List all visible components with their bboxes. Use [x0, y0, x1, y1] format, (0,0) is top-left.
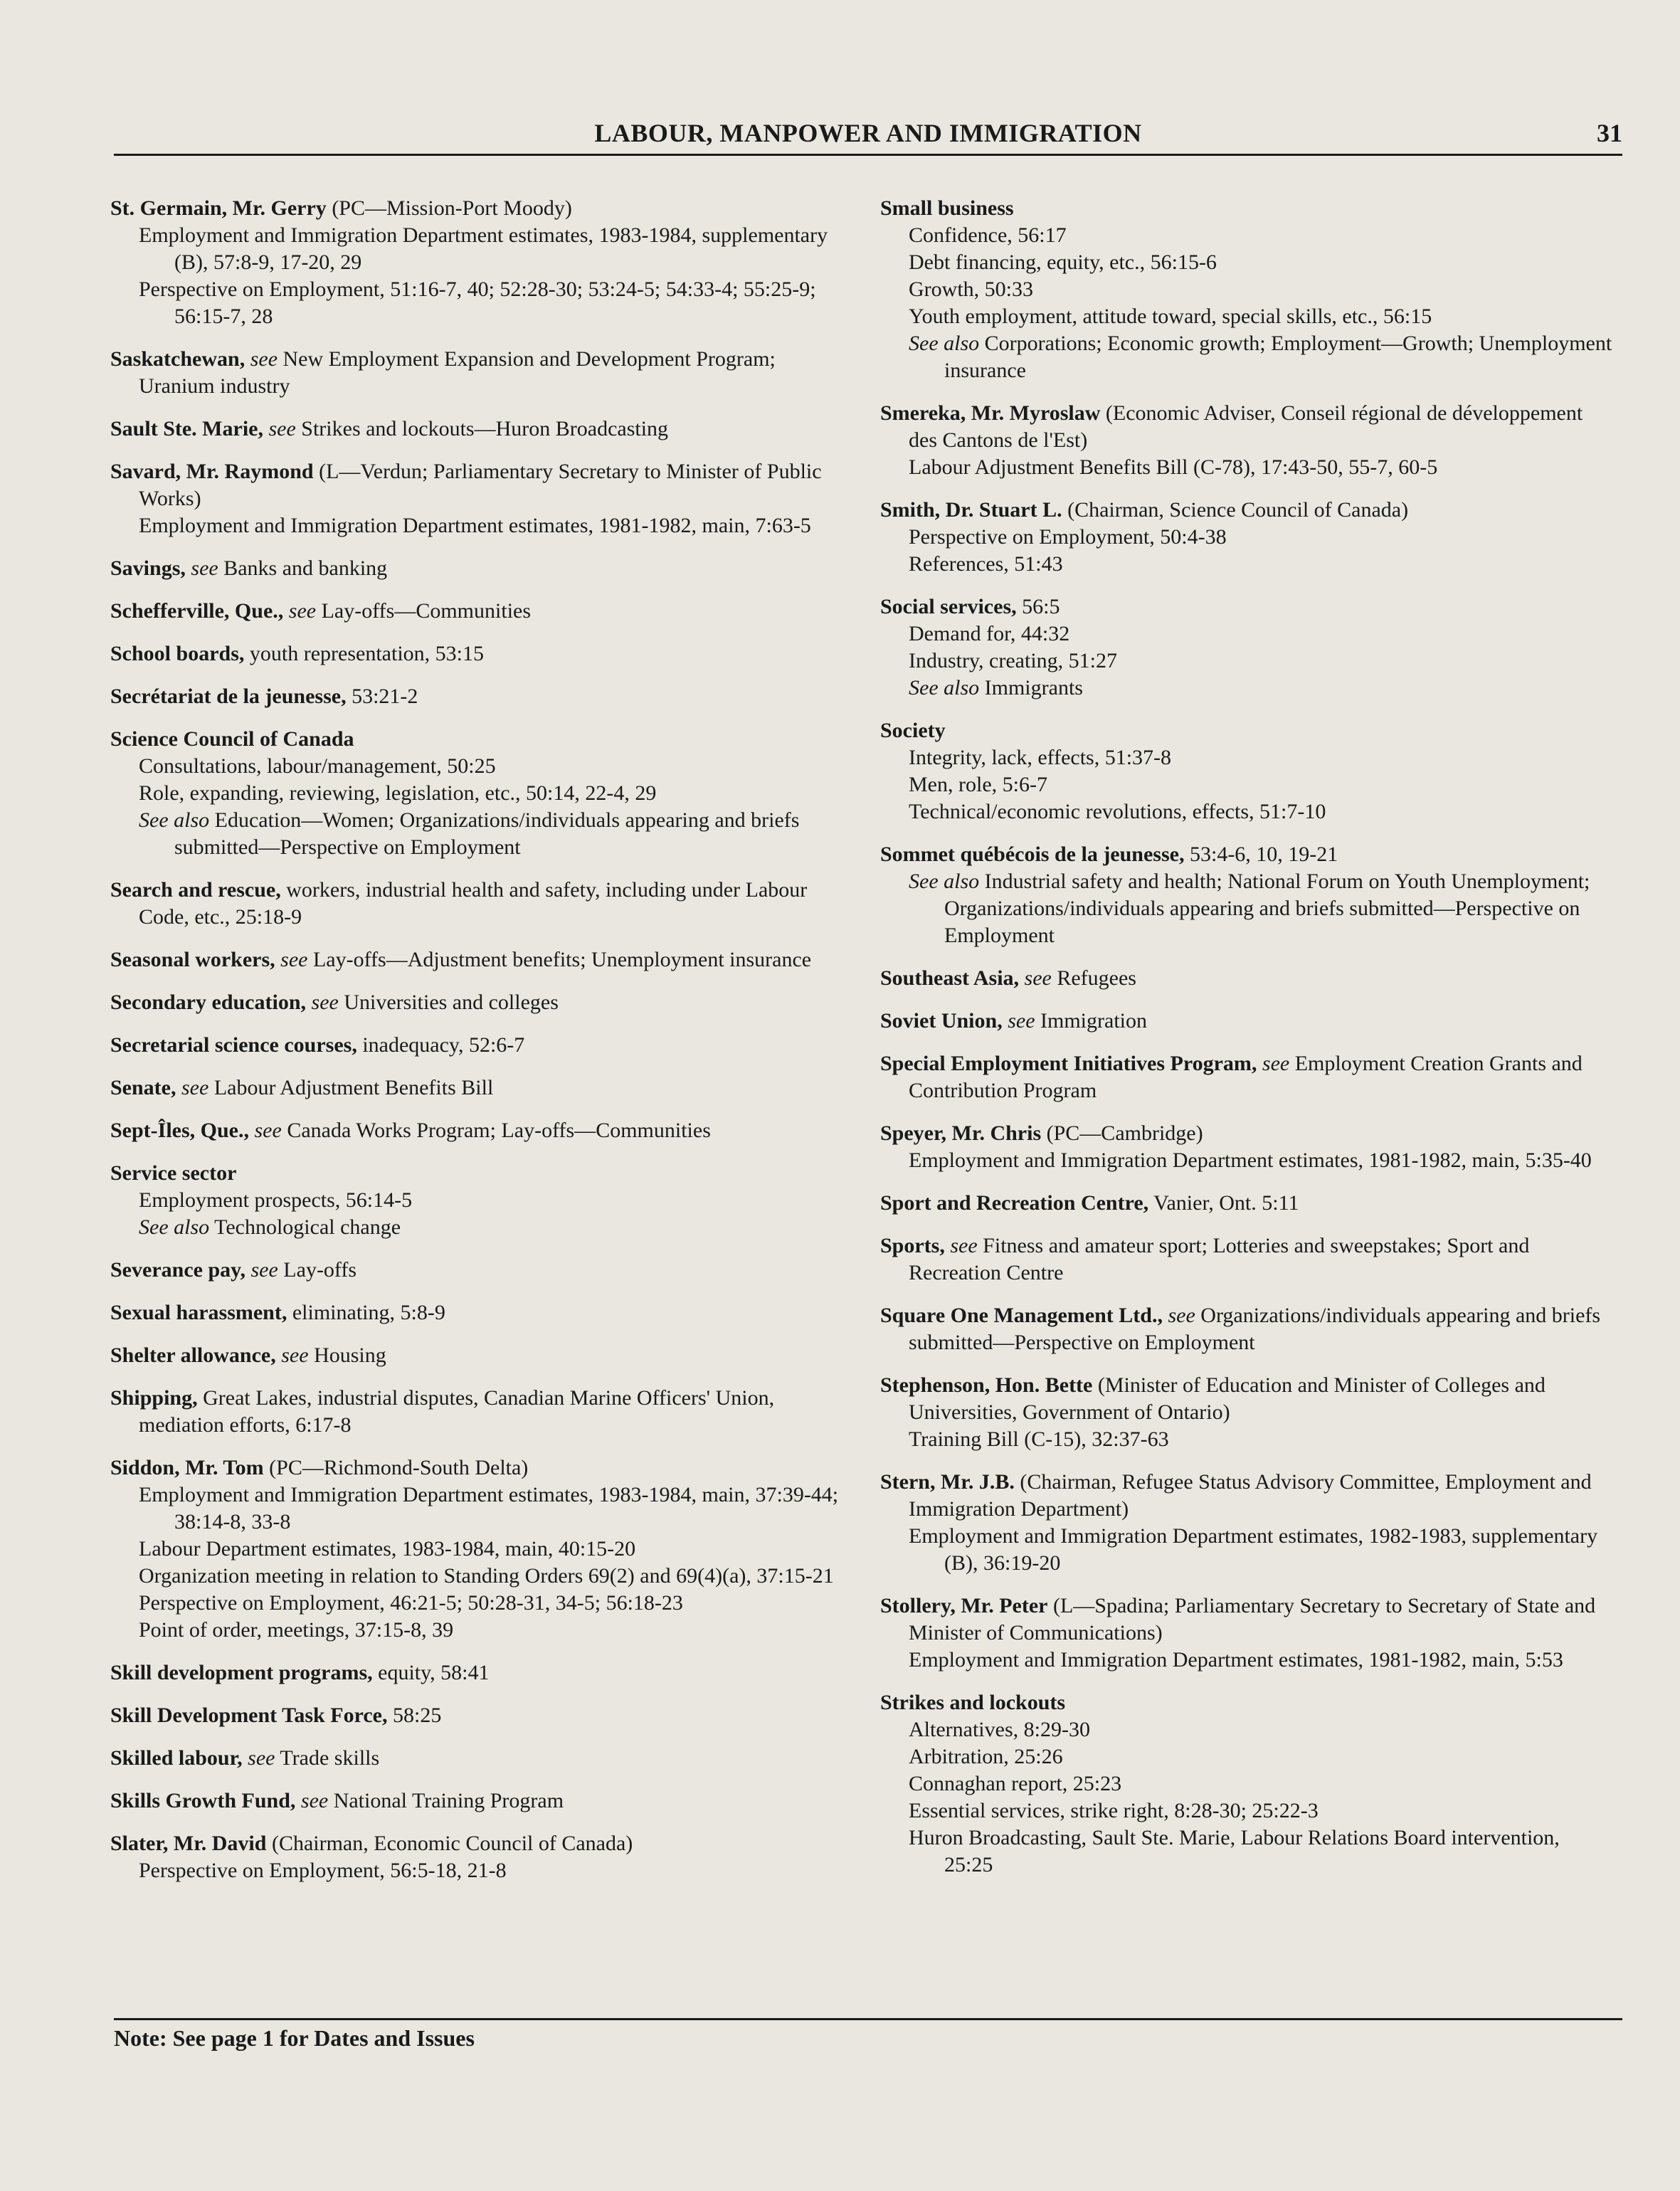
entry-heading: [110, 458, 843, 512]
entry-subheading: Training Bill (C-15), 32:37-63: [909, 1427, 1169, 1451]
see-reference-label: see: [185, 556, 218, 580]
index-entry: [110, 1160, 843, 1241]
entry-term: Severance pay,: [110, 1258, 245, 1282]
entry-detail: Housing: [308, 1343, 386, 1367]
entry-heading: [110, 989, 843, 1016]
index-entry: [110, 1342, 843, 1369]
entry-detail: (Economic Adviser, Conseil régional de développement des Cantons de l'Est): [909, 401, 1583, 452]
see-also-label: See also: [139, 808, 210, 832]
see-also-label: See also: [909, 332, 980, 355]
index-entry: [110, 1830, 843, 1884]
entry-subheading: Employment and Immigration Department estimates, 1981-1982, main, 7:63-5: [139, 514, 811, 537]
entry-subheading: Integrity, lack, effects, 51:37-8: [909, 746, 1172, 769]
index-entry: [880, 497, 1613, 578]
see-also-text: Immigrants: [979, 676, 1083, 699]
see-reference-label: see: [1257, 1052, 1290, 1075]
entry-detail: Strikes and lockouts—Huron Broadcasting: [295, 417, 669, 440]
entry-term: Sports,: [880, 1234, 945, 1257]
index-column-right: [880, 195, 1613, 1894]
index-entry: [880, 195, 1613, 384]
see-reference-label: see: [1002, 1009, 1035, 1033]
entry-detail: 58:25: [387, 1704, 442, 1727]
index-entry: [110, 195, 843, 330]
entry-subheading: Perspective on Employment, 50:4-38: [909, 525, 1227, 549]
entry-detail: Refugees: [1051, 966, 1136, 990]
entry-heading: [110, 1702, 843, 1729]
entry-heading: [110, 1659, 843, 1686]
entry-subheading: References, 51:43: [909, 552, 1063, 576]
entry-heading: [880, 1689, 1613, 1716]
entry-term: Smith, Dr. Stuart L.: [880, 498, 1062, 522]
index-entry: [110, 1075, 843, 1102]
page-title: LABOUR, MANPOWER AND IMMIGRATION: [594, 119, 1142, 147]
entry-subheading: Employment and Immigration Department estimates, 1983-1984, main, 37:39-44; 38:14-8, 33-8: [139, 1483, 839, 1533]
entry-subheading: Alternatives, 8:29-30: [909, 1718, 1090, 1741]
entry-detail: (PC—Richmond-South Delta): [263, 1456, 529, 1479]
entry-subheading: Labour Department estimates, 1983-1984, main, 40:15-20: [139, 1537, 636, 1561]
see-reference-label: see: [295, 1789, 329, 1812]
entry-term: Society: [880, 719, 946, 742]
entry-detail: (L—Verdun; Parliamentary Secretary to Minister of Public Works): [139, 460, 822, 510]
index-entry: [110, 1299, 843, 1326]
entry-heading: [880, 400, 1613, 454]
entry-term: Social services,: [880, 595, 1017, 618]
entry-heading: [880, 1190, 1613, 1217]
entry-detail: Lay-offs—Communities: [316, 599, 532, 623]
index-entry: [110, 726, 843, 861]
index-entry: [110, 1257, 843, 1284]
entry-heading: [880, 195, 1613, 222]
see-reference-label: see: [249, 1119, 282, 1142]
entry-detail: Great Lakes, industrial disputes, Canadian Marine Officers' Union, mediation efforts, 6:17-8: [139, 1386, 775, 1437]
entry-heading: [110, 640, 843, 667]
entry-term: Slater, Mr. David: [110, 1832, 267, 1855]
entry-detail: 53:4-6, 10, 19-21: [1184, 843, 1338, 866]
entry-subheading: Organization meeting in relation to Standing Orders 69(2) and 69(4)(a), 37:15-21: [139, 1564, 834, 1588]
entry-term: Secrétariat de la jeunesse,: [110, 685, 347, 708]
entry-term: Shelter allowance,: [110, 1343, 276, 1367]
see-reference-label: see: [176, 1076, 209, 1099]
index-entry: [110, 1788, 843, 1815]
footer-divider: [114, 2018, 1622, 2020]
index-entry: [880, 1302, 1613, 1356]
entry-detail: 53:21-2: [346, 685, 418, 708]
index-entry: [880, 1190, 1613, 1217]
index-column-left: [110, 195, 843, 1900]
entry-term: Strikes and lockouts: [880, 1691, 1066, 1714]
see-reference-label: see: [245, 1258, 278, 1282]
entry-term: Savard, Mr. Raymond: [110, 460, 314, 483]
entry-term: Stephenson, Hon. Bette: [880, 1373, 1093, 1397]
see-also-reference: [880, 330, 1613, 384]
see-also-label: See also: [139, 1215, 210, 1239]
entry-term: Square One Management Ltd.,: [880, 1304, 1163, 1327]
entry-heading: [110, 416, 843, 443]
entry-heading: [110, 555, 843, 582]
entry-subheading: Confidence, 56:17: [909, 223, 1067, 247]
entry-heading: [110, 946, 843, 973]
entry-subheading: Labour Adjustment Benefits Bill (C-78), 17:43-50, 55-7, 60-5: [909, 455, 1438, 479]
entry-detail: Canada Works Program; Lay-offs—Communities: [281, 1119, 711, 1142]
entry-detail: Lay-offs: [278, 1258, 357, 1282]
entry-heading: [110, 1117, 843, 1144]
index-entry: [110, 877, 843, 931]
index-entry: [110, 683, 843, 710]
entry-heading: [110, 1032, 843, 1059]
see-reference-label: see: [245, 347, 278, 371]
entry-detail: Employment Creation Grants and Contribution Program: [909, 1052, 1583, 1102]
index-entry: [880, 841, 1613, 949]
entry-term: Soviet Union,: [880, 1009, 1003, 1033]
index-entry: [880, 965, 1613, 992]
entry-term: Skilled labour,: [110, 1746, 243, 1770]
entry-term: Skill development programs,: [110, 1661, 373, 1684]
entry-heading: [880, 965, 1613, 992]
entry-heading: [110, 1385, 843, 1439]
see-also-reference: [880, 675, 1613, 702]
entry-term: Speyer, Mr. Chris: [880, 1121, 1042, 1145]
entry-heading: [880, 1232, 1613, 1287]
entry-subheading: Consultations, labour/management, 50:25: [139, 754, 496, 778]
entry-term: Service sector: [110, 1161, 237, 1185]
entry-subheading: Perspective on Employment, 56:5-18, 21-8: [139, 1859, 507, 1882]
page-number: 31: [1597, 119, 1622, 147]
entry-detail: (Chairman, Science Council of Canada): [1062, 498, 1409, 522]
see-also-label: See also: [909, 870, 980, 893]
entry-term: Search and rescue,: [110, 878, 281, 902]
entry-heading: [110, 1075, 843, 1102]
entry-subheading: Employment and Immigration Department estimates, 1981-1982, main, 5:35-40: [909, 1149, 1592, 1172]
entry-heading: [880, 497, 1613, 524]
entry-term: Sport and Recreation Centre,: [880, 1191, 1149, 1215]
entry-subheading: Perspective on Employment, 46:21-5; 50:28-31, 34-5; 56:18-23: [139, 1591, 683, 1615]
entry-heading: [880, 1120, 1613, 1147]
entry-term: Stern, Mr. J.B.: [880, 1470, 1015, 1494]
entry-heading: [110, 877, 843, 931]
entry-heading: [110, 598, 843, 625]
index-entry: [880, 1372, 1613, 1453]
index-entry: [110, 640, 843, 667]
entry-heading: [110, 1257, 843, 1284]
entry-subheading: Men, role, 5:6-7: [909, 773, 1047, 796]
entry-term: Schefferville, Que.,: [110, 599, 284, 623]
entry-detail: workers, industrial health and safety, including under Labour Code, etc., 25:18-9: [139, 878, 808, 929]
entry-detail: Vanier, Ont. 5:11: [1148, 1191, 1299, 1215]
index-entry: [880, 1232, 1613, 1287]
entry-detail: (Minister of Education and Minister of Colleges and Universities, Government of Ontario): [909, 1373, 1546, 1424]
entry-heading: [880, 1050, 1613, 1104]
index-entry: [110, 346, 843, 400]
entry-subheading: Essential services, strike right, 8:28-30; 25:22-3: [909, 1799, 1319, 1822]
entry-heading: [110, 1299, 843, 1326]
see-also-text: Education—Women; Organizations/individuals appearing and briefs submitted—Perspective on Employment: [174, 808, 800, 859]
index-entry: [110, 598, 843, 625]
entry-term: St. Germain, Mr. Gerry: [110, 196, 327, 220]
page-header: [114, 118, 1622, 154]
index-entry: [110, 989, 843, 1016]
header-divider: [114, 154, 1622, 156]
entry-detail: Banks and banking: [218, 556, 388, 580]
entry-detail: (PC—Mission-Port Moody): [326, 196, 572, 220]
entry-detail: (PC—Cambridge): [1041, 1121, 1203, 1145]
index-entry: [880, 400, 1613, 481]
entry-subheading: Employment and Immigration Department estimates, 1981-1982, main, 5:53: [909, 1648, 1563, 1672]
entry-term: Secretarial science courses,: [110, 1033, 357, 1057]
entry-detail: youth representation, 53:15: [244, 642, 484, 665]
entry-heading: [110, 1830, 843, 1857]
index-entry: [110, 1454, 843, 1644]
see-reference-label: see: [263, 417, 296, 440]
entry-detail: Lay-offs—Adjustment benefits; Unemployment insurance: [307, 948, 812, 971]
entry-term: Savings,: [110, 556, 186, 580]
entry-heading: [110, 1160, 843, 1187]
entry-subheading: Employment prospects, 56:14-5: [139, 1188, 413, 1212]
entry-heading: [110, 195, 843, 222]
entry-detail: National Training Program: [328, 1789, 564, 1812]
entry-detail: Universities and colleges: [338, 991, 559, 1014]
entry-subheading: Youth employment, attitude toward, special skills, etc., 56:15: [909, 305, 1432, 328]
entry-term: Shipping,: [110, 1386, 198, 1410]
index-entry: [880, 1689, 1613, 1879]
index-entry: [110, 1117, 843, 1144]
entry-term: Secondary education,: [110, 991, 307, 1014]
see-also-label: See also: [909, 676, 980, 699]
entry-heading: [110, 1745, 843, 1772]
index-entry: [880, 717, 1613, 825]
index-entry: [880, 1469, 1613, 1577]
entry-subheading: Perspective on Employment, 51:16-7, 40; 52:28-30; 53:24-5; 54:33-4; 55:25-9; 56:15-7, 28: [139, 278, 816, 328]
entry-term: School boards,: [110, 642, 245, 665]
entry-subheading: Employment and Immigration Department estimates, 1982-1983, supplementary (B), 36:19-20: [909, 1524, 1598, 1575]
entry-heading: [110, 1342, 843, 1369]
see-also-text: Technological change: [209, 1215, 401, 1239]
entry-heading: [880, 593, 1613, 621]
entry-subheading: Point of order, meetings, 37:15-8, 39: [139, 1618, 454, 1642]
see-reference-label: see: [283, 599, 317, 623]
entry-term: Science Council of Canada: [110, 727, 354, 751]
see-reference-label: see: [242, 1746, 275, 1770]
entry-term: Sept-Îles, Que.,: [110, 1119, 249, 1142]
entry-heading: [880, 1008, 1613, 1035]
see-reference-label: see: [306, 991, 339, 1014]
entry-term: Small business: [880, 196, 1014, 220]
entry-heading: [110, 726, 843, 753]
entry-detail: inadequacy, 52:6-7: [356, 1033, 525, 1057]
see-reference-label: see: [944, 1234, 978, 1257]
entry-term: Siddon, Mr. Tom: [110, 1456, 264, 1479]
index-entry: [110, 1702, 843, 1729]
entry-heading: [880, 1372, 1613, 1426]
index-entry: [110, 1385, 843, 1439]
index-entry: [110, 1745, 843, 1772]
entry-heading: [110, 1788, 843, 1815]
entry-subheading: Industry, creating, 51:27: [909, 649, 1117, 672]
entry-term: Seasonal workers,: [110, 948, 275, 971]
index-entry: [110, 458, 843, 539]
entry-term: Southeast Asia,: [880, 966, 1020, 990]
entry-detail: 56:5: [1016, 595, 1060, 618]
entry-heading: [110, 346, 843, 400]
see-also-text: Industrial safety and health; National Forum on Youth Unemployment; Organizations/individuals appearing and briefs submitted—Perspective on Employment: [944, 870, 1590, 947]
entry-detail: equity, 58:41: [372, 1661, 490, 1684]
entry-detail: Labour Adjustment Benefits Bill: [208, 1076, 494, 1099]
entry-detail: Organizations/individuals appearing and briefs submitted—Perspective on Employment: [909, 1304, 1601, 1354]
entry-subheading: Employment and Immigration Department estimates, 1983-1984, supplementary (B), 57:8-9, 17-20, 29: [139, 223, 828, 274]
entry-term: Sommet québécois de la jeunesse,: [880, 843, 1185, 866]
index-entry: [880, 593, 1613, 702]
entry-term: Smereka, Mr. Myroslaw: [880, 401, 1101, 425]
see-reference-label: see: [1019, 966, 1052, 990]
entry-detail: (Chairman, Economic Council of Canada): [266, 1832, 633, 1855]
index-entry: [880, 1008, 1613, 1035]
see-reference-label: see: [275, 1343, 309, 1367]
entry-detail: eliminating, 5:8-9: [287, 1301, 445, 1324]
see-also-reference: [110, 807, 843, 861]
entry-term: Sault Ste. Marie,: [110, 417, 263, 440]
entry-heading: [880, 841, 1613, 868]
entry-heading: [110, 1454, 843, 1482]
entry-detail: Fitness and amateur sport; Lotteries and sweepstakes; Sport and Recreation Centre: [909, 1234, 1530, 1284]
index-entry: [110, 1659, 843, 1686]
entry-term: Sexual harassment,: [110, 1301, 287, 1324]
entry-term: Skills Growth Fund,: [110, 1789, 296, 1812]
entry-term: Stollery, Mr. Peter: [880, 1594, 1048, 1617]
see-reference-label: see: [1162, 1304, 1195, 1327]
entry-term: Skill Development Task Force,: [110, 1704, 388, 1727]
see-also-reference: [880, 868, 1613, 949]
entry-term: Saskatchewan,: [110, 347, 245, 371]
entry-heading: [880, 1469, 1613, 1523]
index-entry: [880, 1120, 1613, 1174]
entry-detail: Trade skills: [275, 1746, 380, 1770]
entry-detail: (Chairman, Refugee Status Advisory Committee, Employment and Immigration Department): [909, 1470, 1592, 1521]
entry-subheading: Huron Broadcasting, Sault Ste. Marie, Labour Relations Board intervention, 25:25: [909, 1826, 1560, 1876]
entry-heading: [880, 1593, 1613, 1647]
entry-detail: (L—Spadina; Parliamentary Secretary to Secretary of State and Minister of Communications): [909, 1594, 1596, 1644]
entry-subheading: Demand for, 44:32: [909, 622, 1070, 645]
entry-subheading: Technical/economic revolutions, effects, 51:7-10: [909, 800, 1326, 823]
index-entry: [110, 555, 843, 582]
index-entry: [880, 1593, 1613, 1674]
index-entry: [880, 1050, 1613, 1104]
entry-term: Senate,: [110, 1076, 176, 1099]
entry-subheading: Connaghan report, 25:23: [909, 1772, 1122, 1795]
index-entry: [110, 416, 843, 443]
entry-subheading: Arbitration, 25:26: [909, 1745, 1063, 1768]
see-also-text: Corporations; Economic growth; Employment—Growth; Unemployment insurance: [944, 332, 1612, 382]
entry-heading: [880, 1302, 1613, 1356]
entry-heading: [880, 717, 1613, 744]
see-reference-label: see: [275, 948, 308, 971]
entry-heading: [110, 683, 843, 710]
entry-term: Special Employment Initiatives Program,: [880, 1052, 1257, 1075]
entry-subheading: Role, expanding, reviewing, legislation, etc., 50:14, 22-4, 29: [139, 781, 657, 805]
index-entry: [110, 1032, 843, 1059]
index-entry: [110, 946, 843, 973]
entry-detail: Immigration: [1035, 1009, 1147, 1033]
footer-note: Note: See page 1 for Dates and Issues: [114, 2025, 475, 2051]
entry-detail: New Employment Expansion and Development Program; Uranium industry: [139, 347, 776, 398]
see-also-reference: [110, 1214, 843, 1241]
entry-subheading: Debt financing, equity, etc., 56:15-6: [909, 250, 1217, 274]
entry-subheading: Growth, 50:33: [909, 278, 1033, 301]
